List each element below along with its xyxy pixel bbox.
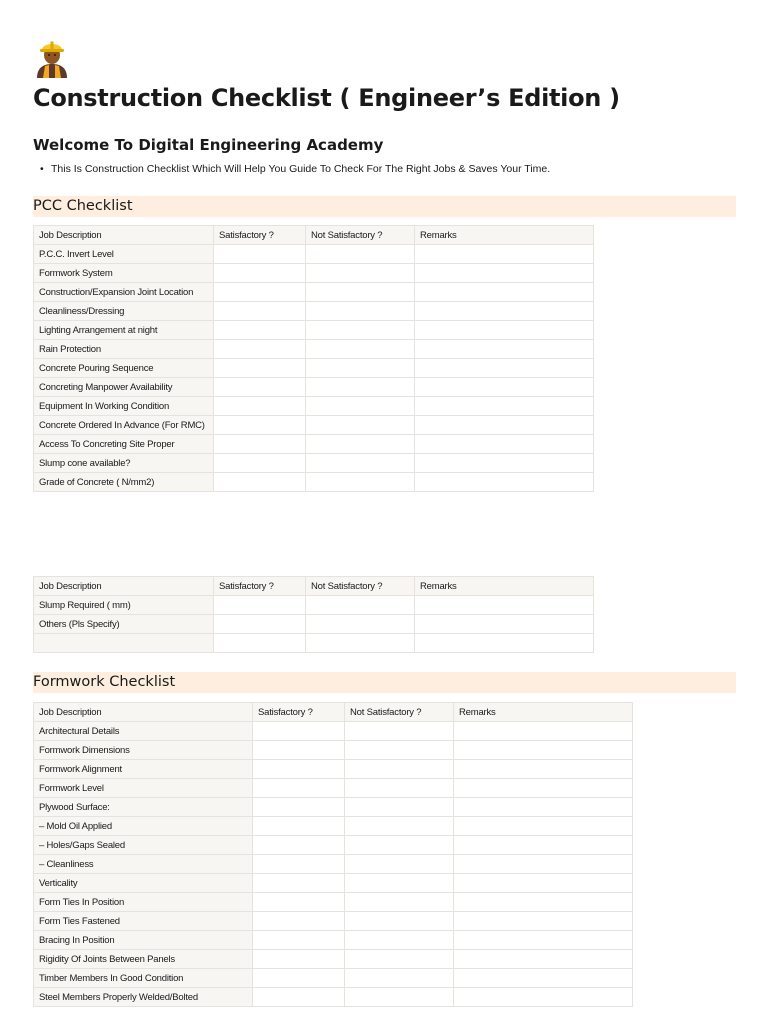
job-description-cell: Lighting Arrangement at night	[34, 321, 214, 340]
satisfactory-cell[interactable]	[214, 245, 306, 264]
table-row	[34, 321, 594, 340]
satisfactory-cell[interactable]	[214, 302, 306, 321]
remarks-cell[interactable]	[454, 988, 633, 1007]
not-satisfactory-cell[interactable]	[345, 741, 454, 760]
job-description-cell: – Cleanliness	[34, 855, 253, 874]
not-satisfactory-cell[interactable]	[306, 340, 415, 359]
table-row	[34, 760, 633, 779]
not-satisfactory-cell[interactable]	[345, 817, 454, 836]
satisfactory-cell[interactable]	[253, 779, 345, 798]
table-row	[34, 722, 633, 741]
not-satisfactory-cell[interactable]	[345, 855, 454, 874]
not-satisfactory-cell[interactable]	[306, 473, 415, 492]
satisfactory-cell[interactable]	[253, 931, 345, 950]
satisfactory-cell[interactable]	[253, 874, 345, 893]
table-row	[34, 340, 594, 359]
not-satisfactory-cell[interactable]	[306, 302, 415, 321]
not-satisfactory-cell[interactable]	[345, 912, 454, 931]
not-satisfactory-cell[interactable]	[306, 283, 415, 302]
table-header-row	[34, 226, 594, 245]
remarks-cell[interactable]	[454, 950, 633, 969]
job-description-cell: Access To Concreting Site Proper	[34, 435, 214, 454]
job-description-cell: Concreting Manpower Availability	[34, 378, 214, 397]
col-not-satisfactory: Not Satisfactory ?	[345, 703, 454, 722]
job-description-cell: Bracing In Position	[34, 931, 253, 950]
table-row	[34, 302, 594, 321]
job-description-cell: – Mold Oil Applied	[34, 817, 253, 836]
job-description-cell: Formwork Dimensions	[34, 741, 253, 760]
satisfactory-cell[interactable]	[214, 340, 306, 359]
not-satisfactory-cell[interactable]	[306, 245, 415, 264]
satisfactory-cell[interactable]	[253, 798, 345, 817]
table-row	[34, 779, 633, 798]
job-description-cell: Timber Members In Good Condition	[34, 969, 253, 988]
satisfactory-cell[interactable]	[214, 435, 306, 454]
pcc-checklist-table	[33, 225, 594, 492]
remarks-cell[interactable]	[415, 454, 594, 473]
satisfactory-cell[interactable]	[253, 817, 345, 836]
remarks-cell[interactable]	[415, 340, 594, 359]
not-satisfactory-cell[interactable]	[345, 722, 454, 741]
job-description-cell: Slump cone available?	[34, 454, 214, 473]
satisfactory-cell[interactable]	[253, 722, 345, 741]
not-satisfactory-cell[interactable]	[306, 615, 415, 634]
table-row	[34, 836, 633, 855]
not-satisfactory-cell[interactable]	[345, 779, 454, 798]
remarks-cell[interactable]	[415, 397, 594, 416]
remarks-cell[interactable]	[415, 378, 594, 397]
col-job-description: Job Description	[34, 226, 214, 245]
satisfactory-cell[interactable]	[214, 615, 306, 634]
remarks-cell[interactable]	[415, 283, 594, 302]
page-title: Construction Checklist ( Engineer’s Edition )	[33, 84, 620, 112]
table-row	[34, 741, 633, 760]
remarks-cell[interactable]	[454, 779, 633, 798]
job-description-cell: Concrete Pouring Sequence	[34, 359, 214, 378]
table-row	[34, 950, 633, 969]
welcome-heading: Welcome To Digital Engineering Academy	[33, 136, 384, 154]
not-satisfactory-cell[interactable]	[306, 359, 415, 378]
not-satisfactory-cell[interactable]	[345, 931, 454, 950]
formwork-section-heading: Formwork Checklist	[33, 672, 736, 693]
remarks-cell[interactable]	[454, 836, 633, 855]
satisfactory-cell[interactable]	[214, 283, 306, 302]
not-satisfactory-cell[interactable]	[345, 874, 454, 893]
table-row	[34, 245, 594, 264]
not-satisfactory-cell[interactable]	[345, 893, 454, 912]
table-row	[34, 397, 594, 416]
job-description-cell: Rain Protection	[34, 340, 214, 359]
job-description-cell	[34, 634, 214, 653]
satisfactory-cell[interactable]	[214, 454, 306, 473]
table-row	[34, 969, 633, 988]
job-description-cell: Form Ties In Position	[34, 893, 253, 912]
satisfactory-cell[interactable]	[253, 741, 345, 760]
remarks-cell[interactable]	[415, 473, 594, 492]
remarks-cell[interactable]	[454, 855, 633, 874]
col-satisfactory: Satisfactory ?	[253, 703, 345, 722]
table-row	[34, 855, 633, 874]
col-remarks: Remarks	[415, 226, 594, 245]
satisfactory-cell[interactable]	[253, 760, 345, 779]
remarks-cell[interactable]	[454, 969, 633, 988]
table-row	[34, 817, 633, 836]
satisfactory-cell[interactable]	[214, 416, 306, 435]
table-header-row	[34, 703, 633, 722]
table-row	[34, 893, 633, 912]
job-description-cell: Formwork Level	[34, 779, 253, 798]
satisfactory-cell[interactable]	[214, 397, 306, 416]
construction-worker-icon	[33, 38, 71, 78]
satisfactory-cell[interactable]	[253, 836, 345, 855]
job-description-cell: Grade of Concrete ( N/mm2)	[34, 473, 214, 492]
not-satisfactory-cell[interactable]	[306, 634, 415, 653]
remarks-cell[interactable]	[454, 931, 633, 950]
job-description-cell: Rigidity Of Joints Between Panels	[34, 950, 253, 969]
table-row	[34, 378, 594, 397]
not-satisfactory-cell[interactable]	[345, 988, 454, 1007]
remarks-cell[interactable]	[454, 798, 633, 817]
table-header-row	[34, 577, 594, 596]
table-row	[34, 798, 633, 817]
job-description-cell: Equipment In Working Condition	[34, 397, 214, 416]
satisfactory-cell[interactable]	[253, 988, 345, 1007]
remarks-cell[interactable]	[415, 435, 594, 454]
satisfactory-cell[interactable]	[214, 321, 306, 340]
table-row	[34, 473, 594, 492]
not-satisfactory-cell[interactable]	[306, 416, 415, 435]
remarks-cell[interactable]	[415, 302, 594, 321]
not-satisfactory-cell[interactable]	[306, 596, 415, 615]
col-job-description: Job Description	[34, 577, 214, 596]
not-satisfactory-cell[interactable]	[345, 950, 454, 969]
col-remarks: Remarks	[454, 703, 633, 722]
remarks-cell[interactable]	[415, 634, 594, 653]
satisfactory-cell[interactable]	[214, 378, 306, 397]
satisfactory-cell[interactable]	[253, 969, 345, 988]
job-description-cell: Construction/Expansion Joint Location	[34, 283, 214, 302]
col-remarks: Remarks	[415, 577, 594, 596]
table-row	[34, 634, 594, 653]
job-description-cell: Formwork Alignment	[34, 760, 253, 779]
not-satisfactory-cell[interactable]	[345, 969, 454, 988]
job-description-cell: Cleanliness/Dressing	[34, 302, 214, 321]
col-not-satisfactory: Not Satisfactory ?	[306, 226, 415, 245]
intro-bullet: • This Is Construction Checklist Which Will Help You Guide To Check For The Right Jobs & Saves Your Time.	[33, 163, 550, 175]
remarks-cell[interactable]	[415, 359, 594, 378]
col-job-description: Job Description	[34, 703, 253, 722]
table-row	[34, 264, 594, 283]
not-satisfactory-cell[interactable]	[306, 397, 415, 416]
table-row	[34, 416, 594, 435]
table-row	[34, 988, 633, 1007]
table-row	[34, 874, 633, 893]
remarks-cell[interactable]	[415, 615, 594, 634]
job-description-cell: – Holes/Gaps Sealed	[34, 836, 253, 855]
remarks-cell[interactable]	[454, 722, 633, 741]
table-row	[34, 912, 633, 931]
pcc-checklist-table-continued	[33, 576, 594, 653]
job-description-cell: Architectural Details	[34, 722, 253, 741]
remarks-cell[interactable]	[454, 893, 633, 912]
job-description-cell: Verticality	[34, 874, 253, 893]
remarks-cell[interactable]	[415, 321, 594, 340]
satisfactory-cell[interactable]	[214, 264, 306, 283]
job-description-cell: Slump Required ( mm)	[34, 596, 214, 615]
col-satisfactory: Satisfactory ?	[214, 577, 306, 596]
satisfactory-cell[interactable]	[253, 893, 345, 912]
table-row	[34, 596, 594, 615]
table-row	[34, 359, 594, 378]
satisfactory-cell[interactable]	[214, 634, 306, 653]
col-satisfactory: Satisfactory ?	[214, 226, 306, 245]
pcc-section-heading: PCC Checklist	[33, 196, 736, 217]
remarks-cell[interactable]	[415, 596, 594, 615]
job-description-cell: P.C.C. Invert Level	[34, 245, 214, 264]
remarks-cell[interactable]	[415, 245, 594, 264]
job-description-cell: Others (Pls Specify)	[34, 615, 214, 634]
not-satisfactory-cell[interactable]	[306, 264, 415, 283]
table-row	[34, 931, 633, 950]
satisfactory-cell[interactable]	[214, 473, 306, 492]
job-description-cell: Formwork System	[34, 264, 214, 283]
job-description-cell: Form Ties Fastened	[34, 912, 253, 931]
remarks-cell[interactable]	[454, 912, 633, 931]
not-satisfactory-cell[interactable]	[345, 798, 454, 817]
not-satisfactory-cell[interactable]	[345, 760, 454, 779]
not-satisfactory-cell[interactable]	[306, 454, 415, 473]
col-not-satisfactory: Not Satisfactory ?	[306, 577, 415, 596]
remarks-cell[interactable]	[454, 874, 633, 893]
job-description-cell: Concrete Ordered In Advance (For RMC)	[34, 416, 214, 435]
satisfactory-cell[interactable]	[253, 912, 345, 931]
intro-bullet-list	[33, 163, 550, 175]
table-row	[34, 454, 594, 473]
satisfactory-cell[interactable]	[253, 855, 345, 874]
table-row	[34, 435, 594, 454]
remarks-cell[interactable]	[454, 760, 633, 779]
job-description-cell: Plywood Surface:	[34, 798, 253, 817]
table-row	[34, 615, 594, 634]
satisfactory-cell[interactable]	[214, 596, 306, 615]
not-satisfactory-cell[interactable]	[345, 836, 454, 855]
remarks-cell[interactable]	[415, 416, 594, 435]
satisfactory-cell[interactable]	[214, 359, 306, 378]
remarks-cell[interactable]	[415, 264, 594, 283]
remarks-cell[interactable]	[454, 741, 633, 760]
job-description-cell: Steel Members Properly Welded/Bolted	[34, 988, 253, 1007]
not-satisfactory-cell[interactable]	[306, 378, 415, 397]
table-row	[34, 283, 594, 302]
remarks-cell[interactable]	[454, 817, 633, 836]
satisfactory-cell[interactable]	[253, 950, 345, 969]
formwork-checklist-table	[33, 702, 633, 1007]
not-satisfactory-cell[interactable]	[306, 435, 415, 454]
not-satisfactory-cell[interactable]	[306, 321, 415, 340]
